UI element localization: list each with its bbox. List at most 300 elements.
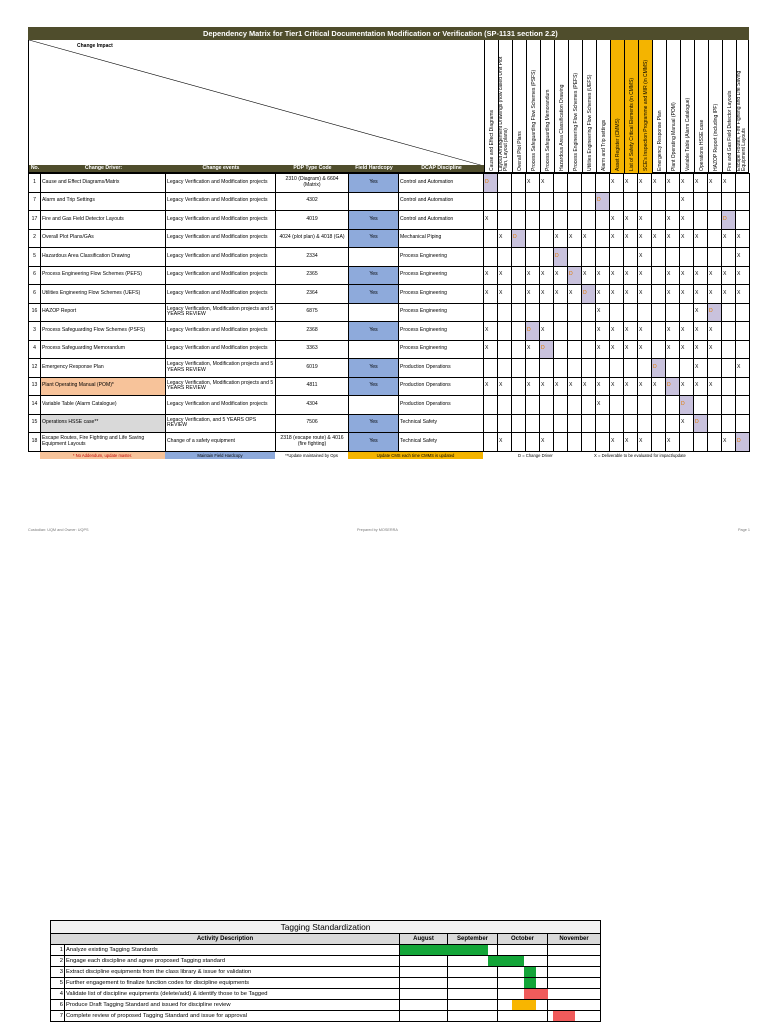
impact-mark-cell bbox=[582, 174, 596, 193]
impact-mark-cell: X bbox=[666, 174, 680, 193]
impact-mark-cell bbox=[736, 396, 750, 415]
pdp-type-code-cell: 4304 bbox=[276, 396, 349, 415]
impact-mark-cell bbox=[624, 192, 638, 211]
legend-note-addendum: * No Addendum, update master. bbox=[40, 452, 165, 459]
impact-mark-cell: X bbox=[736, 359, 750, 378]
impact-column-label: SCE's Inspection Programme and MIR (in CMMS) bbox=[643, 60, 649, 171]
impact-mark-cell: X bbox=[708, 285, 722, 304]
impact-column-header bbox=[498, 40, 512, 173]
impact-mark-cell bbox=[512, 303, 526, 322]
impact-mark-cell bbox=[736, 192, 750, 211]
impact-mark-cell bbox=[568, 303, 582, 322]
impact-mark-cell bbox=[680, 359, 694, 378]
impact-mark-cell bbox=[540, 303, 554, 322]
impact-mark-cell bbox=[526, 229, 540, 248]
impact-mark-cell: D bbox=[652, 359, 666, 378]
impact-mark-cell bbox=[736, 322, 750, 341]
impact-mark-cell: X bbox=[680, 192, 694, 211]
tagging-activity-row bbox=[51, 1000, 600, 1011]
impact-column-header bbox=[680, 40, 694, 173]
impact-mark-cell: X bbox=[680, 377, 694, 396]
impact-mark-cell: X bbox=[694, 229, 708, 248]
impact-mark-cell bbox=[554, 192, 568, 211]
impact-mark-cell: D bbox=[526, 322, 540, 341]
impact-mark-cell: D bbox=[554, 248, 568, 267]
dcap-discipline-cell: Process Engineering bbox=[399, 266, 484, 285]
change-impact-label: Change Impact bbox=[77, 43, 113, 49]
impact-mark-cell: X bbox=[708, 174, 722, 193]
row-number: 18 bbox=[29, 433, 41, 452]
col-code-header: PDP Type Code bbox=[276, 165, 349, 172]
table-row bbox=[29, 248, 750, 267]
activity-description: Extract discipline equipments from the class library & issue for validation bbox=[65, 967, 400, 977]
impact-mark-cell bbox=[624, 414, 638, 433]
impact-mark-cell: X bbox=[484, 285, 498, 304]
impact-column-label: Asset Register (CMMS) bbox=[615, 118, 621, 171]
impact-mark-cell bbox=[596, 211, 610, 230]
impact-mark-cell bbox=[540, 414, 554, 433]
impact-mark-cell: X bbox=[652, 174, 666, 193]
impact-column-label: Variable Table (Alarm Catalogue) bbox=[685, 97, 691, 171]
impact-mark-cell bbox=[638, 359, 652, 378]
impact-mark-cell bbox=[708, 248, 722, 267]
impact-mark-cell: X bbox=[540, 433, 554, 452]
impact-mark-cell bbox=[540, 192, 554, 211]
impact-mark-cell bbox=[526, 433, 540, 452]
table-row bbox=[29, 266, 750, 285]
impact-mark-cell: X bbox=[638, 433, 652, 452]
impact-column-header bbox=[582, 40, 596, 173]
dcap-discipline-cell: Production Operations bbox=[399, 396, 484, 415]
impact-mark-cell: X bbox=[610, 433, 624, 452]
impact-mark-cell bbox=[512, 322, 526, 341]
impact-mark-cell bbox=[666, 248, 680, 267]
impact-mark-cell bbox=[526, 211, 540, 230]
month-cell bbox=[548, 989, 600, 999]
impact-mark-cell: X bbox=[624, 229, 638, 248]
field-hardcopy-cell: Yes bbox=[349, 266, 399, 285]
impact-column-header bbox=[736, 40, 750, 173]
impact-mark-cell: X bbox=[638, 248, 652, 267]
impact-mark-cell bbox=[568, 211, 582, 230]
col-hardcopy-header: Field Hardcopy bbox=[349, 165, 399, 172]
impact-mark-cell: X bbox=[694, 322, 708, 341]
impact-mark-cell: X bbox=[540, 266, 554, 285]
tagging-activity-row bbox=[51, 956, 600, 967]
pdp-type-code-cell: 6875 bbox=[276, 303, 349, 322]
matrix-table bbox=[28, 173, 750, 452]
impact-mark-cell: X bbox=[568, 229, 582, 248]
activity-description: Validate list of discipline equipments (delete/add) & identify those to be Tagged bbox=[65, 989, 400, 999]
field-hardcopy-cell bbox=[349, 340, 399, 359]
change-events-cell: Legacy Verification and Modification projects bbox=[166, 248, 276, 267]
table-row bbox=[29, 174, 750, 193]
impact-column-label: Layout Arrangement Drawings (now called Unit Plot Plan, Layout plans) bbox=[498, 56, 509, 171]
row-number: 6 bbox=[29, 266, 41, 285]
impact-mark-cell: X bbox=[582, 266, 596, 285]
impact-mark-cell bbox=[568, 340, 582, 359]
pdp-type-code-cell: 2334 bbox=[276, 248, 349, 267]
impact-mark-cell bbox=[554, 211, 568, 230]
impact-column-label: Operations HSSE case bbox=[699, 119, 705, 171]
row-number: 4 bbox=[29, 340, 41, 359]
impact-mark-cell bbox=[484, 229, 498, 248]
change-driver-cell: Variable Table (Alarm Catalogue) bbox=[41, 396, 166, 415]
month-cell bbox=[448, 1011, 498, 1021]
impact-mark-cell bbox=[722, 359, 736, 378]
table-row bbox=[29, 229, 750, 248]
col-no-header: No. bbox=[30, 165, 40, 171]
impact-mark-cell: X bbox=[680, 211, 694, 230]
impact-column-label: Fire and Gas Field Detector Layouts bbox=[727, 90, 733, 171]
impact-mark-cell bbox=[596, 174, 610, 193]
impact-mark-cell bbox=[722, 192, 736, 211]
impact-column-header bbox=[666, 40, 680, 173]
dcap-discipline-cell: Process Engineering bbox=[399, 248, 484, 267]
field-hardcopy-cell bbox=[349, 192, 399, 211]
impact-mark-cell bbox=[512, 377, 526, 396]
impact-mark-cell: X bbox=[666, 340, 680, 359]
impact-mark-cell bbox=[582, 192, 596, 211]
impact-mark-cell bbox=[708, 192, 722, 211]
pdp-type-code-cell: 7506 bbox=[276, 414, 349, 433]
impact-mark-cell bbox=[638, 414, 652, 433]
impact-mark-cell bbox=[736, 174, 750, 193]
field-hardcopy-cell bbox=[349, 248, 399, 267]
impact-mark-cell bbox=[526, 396, 540, 415]
impact-mark-cell: X bbox=[638, 229, 652, 248]
schedule-bar bbox=[400, 945, 488, 955]
impact-mark-cell: X bbox=[694, 285, 708, 304]
dcap-discipline-cell: Mechanical Piping bbox=[399, 229, 484, 248]
impact-mark-cell: X bbox=[554, 266, 568, 285]
tagging-title: Tagging Standardization bbox=[51, 921, 600, 934]
activity-number: 4 bbox=[51, 989, 65, 999]
impact-mark-cell bbox=[526, 303, 540, 322]
impact-mark-cell: X bbox=[582, 377, 596, 396]
impact-mark-cell: X bbox=[526, 377, 540, 396]
impact-mark-cell bbox=[554, 303, 568, 322]
impact-mark-cell: X bbox=[666, 266, 680, 285]
august-header: August bbox=[400, 934, 448, 944]
change-events-cell: Legacy Verification and Modification projects bbox=[166, 229, 276, 248]
impact-mark-cell bbox=[652, 248, 666, 267]
col-events-header: Change events bbox=[166, 165, 276, 172]
month-cell bbox=[448, 978, 498, 988]
pdp-type-code-cell: 2368 bbox=[276, 322, 349, 341]
impact-mark-cell: D bbox=[596, 192, 610, 211]
impact-mark-cell: D bbox=[666, 377, 680, 396]
impact-mark-cell: X bbox=[666, 229, 680, 248]
impact-mark-cell bbox=[666, 396, 680, 415]
impact-mark-cell bbox=[568, 322, 582, 341]
impact-mark-cell: X bbox=[694, 359, 708, 378]
impact-mark-cell bbox=[596, 414, 610, 433]
change-driver-cell: Cause and Effect Diagrams/Matrix bbox=[41, 174, 166, 193]
change-events-cell: Legacy Verification, Modification projects and 5 YEARS REVIEW bbox=[166, 303, 276, 322]
impact-mark-cell bbox=[582, 322, 596, 341]
impact-mark-cell bbox=[484, 192, 498, 211]
impact-mark-cell bbox=[568, 414, 582, 433]
month-cell bbox=[548, 956, 600, 966]
impact-mark-cell bbox=[568, 396, 582, 415]
impact-mark-cell bbox=[526, 359, 540, 378]
impact-mark-cell bbox=[624, 396, 638, 415]
field-hardcopy-cell: Yes bbox=[349, 322, 399, 341]
impact-mark-cell: X bbox=[680, 174, 694, 193]
impact-mark-cell bbox=[582, 414, 596, 433]
impact-mark-cell bbox=[526, 414, 540, 433]
month-cell bbox=[548, 978, 600, 988]
impact-mark-cell: X bbox=[540, 377, 554, 396]
impact-mark-cell bbox=[554, 433, 568, 452]
month-cell bbox=[548, 1000, 600, 1010]
impact-mark-cell bbox=[568, 359, 582, 378]
impact-mark-cell: X bbox=[540, 174, 554, 193]
row-number: 1 bbox=[29, 174, 41, 193]
table-row bbox=[29, 211, 750, 230]
legend-x: X = Deliverable to be evaluated for impact/update bbox=[594, 452, 686, 458]
impact-mark-cell: X bbox=[722, 229, 736, 248]
impact-mark-cell: X bbox=[526, 340, 540, 359]
impact-mark-cell: X bbox=[736, 229, 750, 248]
activity-number: 6 bbox=[51, 1000, 65, 1010]
impact-mark-cell: X bbox=[722, 285, 736, 304]
row-number: 13 bbox=[29, 377, 41, 396]
table-row bbox=[29, 322, 750, 341]
impact-mark-cell bbox=[498, 396, 512, 415]
tagging-activity-row bbox=[51, 1011, 600, 1021]
impact-mark-cell: X bbox=[680, 285, 694, 304]
change-driver-cell: Emergency Response Plan bbox=[41, 359, 166, 378]
impact-mark-cell bbox=[484, 433, 498, 452]
impact-mark-cell bbox=[680, 433, 694, 452]
activity-number: 2 bbox=[51, 956, 65, 966]
impact-mark-cell: X bbox=[484, 377, 498, 396]
field-hardcopy-cell: Yes bbox=[349, 433, 399, 452]
change-events-cell: Legacy Verification, Modification projects and 5 YEARS REVIEW bbox=[166, 359, 276, 378]
impact-mark-cell: X bbox=[596, 266, 610, 285]
impact-mark-cell bbox=[610, 414, 624, 433]
impact-mark-cell bbox=[694, 192, 708, 211]
impact-mark-cell bbox=[512, 396, 526, 415]
impact-mark-cell: D bbox=[484, 174, 498, 193]
impact-mark-cell bbox=[722, 396, 736, 415]
impact-mark-cell: X bbox=[736, 248, 750, 267]
impact-mark-cell bbox=[512, 433, 526, 452]
pdp-type-code-cell: 6019 bbox=[276, 359, 349, 378]
impact-column-header bbox=[568, 40, 582, 173]
impact-mark-cell: X bbox=[680, 322, 694, 341]
impact-column-header bbox=[540, 40, 554, 173]
change-driver-cell: Fire and Gas Field Detector Layouts bbox=[41, 211, 166, 230]
impact-column-label: Process Engineering Flow Schemes (PEFS) bbox=[573, 72, 579, 171]
impact-mark-cell: X bbox=[694, 303, 708, 322]
impact-mark-cell bbox=[666, 192, 680, 211]
change-driver-cell: Process Safeguarding Memorandum bbox=[41, 340, 166, 359]
impact-mark-cell: X bbox=[638, 174, 652, 193]
table-row bbox=[29, 303, 750, 322]
impact-mark-cell bbox=[484, 414, 498, 433]
row-number: 6 bbox=[29, 285, 41, 304]
impact-mark-cell bbox=[708, 396, 722, 415]
change-driver-cell: Process Engineering Flow Schemes (PEFS) bbox=[41, 266, 166, 285]
change-events-cell: Legacy Verification and Modification projects bbox=[166, 174, 276, 193]
dependency-matrix bbox=[28, 27, 749, 459]
impact-mark-cell: X bbox=[610, 229, 624, 248]
change-events-cell: Legacy Verification and Modification projects bbox=[166, 396, 276, 415]
impact-mark-cell bbox=[694, 211, 708, 230]
month-cell bbox=[448, 1000, 498, 1010]
impact-mark-cell bbox=[736, 303, 750, 322]
impact-column-label: Hazardous Area Classification Drawing bbox=[559, 84, 565, 171]
footer-right: Page 1 bbox=[738, 528, 751, 532]
impact-mark-cell: X bbox=[680, 229, 694, 248]
impact-mark-cell: X bbox=[498, 266, 512, 285]
dcap-discipline-cell: Process Engineering bbox=[399, 303, 484, 322]
impact-mark-cell: D bbox=[512, 229, 526, 248]
month-cell bbox=[498, 967, 548, 977]
impact-mark-cell: D bbox=[540, 340, 554, 359]
impact-mark-cell bbox=[638, 396, 652, 415]
impact-mark-cell bbox=[554, 174, 568, 193]
change-driver-cell: Hazardous Area Classification Drawing bbox=[41, 248, 166, 267]
impact-mark-cell bbox=[498, 340, 512, 359]
impact-mark-cell bbox=[680, 248, 694, 267]
pdp-type-code-cell: 4811 bbox=[276, 377, 349, 396]
impact-column-label: Emergency Response Plan bbox=[657, 110, 663, 171]
impact-mark-cell: X bbox=[624, 433, 638, 452]
change-driver-cell: Process Safeguarding Flow Schemes (PSFS) bbox=[41, 322, 166, 341]
impact-mark-cell: X bbox=[610, 285, 624, 304]
impact-mark-cell: D bbox=[694, 414, 708, 433]
impact-mark-cell bbox=[694, 433, 708, 452]
impact-mark-cell bbox=[666, 303, 680, 322]
impact-mark-cell bbox=[512, 340, 526, 359]
schedule-bar bbox=[488, 956, 524, 966]
impact-mark-cell bbox=[512, 248, 526, 267]
impact-mark-cell bbox=[624, 248, 638, 267]
impact-mark-cell bbox=[498, 359, 512, 378]
dcap-discipline-cell: Process Engineering bbox=[399, 322, 484, 341]
change-driver-cell: HAZOP Report bbox=[41, 303, 166, 322]
impact-mark-cell bbox=[484, 359, 498, 378]
impact-mark-cell: X bbox=[680, 414, 694, 433]
change-driver-cell: Operations HSSE case** bbox=[41, 414, 166, 433]
impact-mark-cell bbox=[610, 192, 624, 211]
field-hardcopy-cell: Yes bbox=[349, 414, 399, 433]
impact-mark-cell bbox=[554, 414, 568, 433]
row-number: 17 bbox=[29, 211, 41, 230]
dcap-discipline-cell: Process Engineering bbox=[399, 340, 484, 359]
matrix-legend bbox=[28, 452, 749, 459]
impact-mark-cell bbox=[652, 266, 666, 285]
impact-mark-cell bbox=[540, 211, 554, 230]
impact-mark-cell bbox=[638, 192, 652, 211]
impact-mark-cell bbox=[624, 359, 638, 378]
impact-mark-cell: X bbox=[610, 322, 624, 341]
impact-mark-cell bbox=[666, 414, 680, 433]
impact-column-header bbox=[652, 40, 666, 173]
impact-mark-cell bbox=[708, 229, 722, 248]
impact-mark-cell: D bbox=[736, 433, 750, 452]
field-hardcopy-cell: Yes bbox=[349, 377, 399, 396]
table-row bbox=[29, 414, 750, 433]
impact-mark-cell: X bbox=[540, 285, 554, 304]
impact-mark-cell: X bbox=[624, 285, 638, 304]
impact-mark-cell: X bbox=[708, 266, 722, 285]
dcap-discipline-cell: Technical Safety bbox=[399, 414, 484, 433]
change-events-cell: Legacy Verification and Modification projects bbox=[166, 322, 276, 341]
impact-mark-cell: X bbox=[498, 285, 512, 304]
table-row bbox=[29, 377, 750, 396]
schedule-bar bbox=[524, 989, 548, 999]
tagging-standardization-table bbox=[50, 920, 601, 1022]
impact-mark-cell bbox=[582, 303, 596, 322]
change-driver-cell: Escape Routes, Fire Fighting and Life Saving Equipment Layouts bbox=[41, 433, 166, 452]
impact-column-label: Plant Operating Manual (POM) bbox=[671, 102, 677, 171]
impact-mark-cell: X bbox=[596, 396, 610, 415]
row-number: 3 bbox=[29, 322, 41, 341]
col-driver-header: Change Driver: bbox=[41, 165, 166, 172]
impact-mark-cell: X bbox=[680, 340, 694, 359]
impact-column-header bbox=[694, 40, 708, 173]
impact-mark-cell: X bbox=[582, 229, 596, 248]
impact-mark-cell: X bbox=[526, 174, 540, 193]
dcap-discipline-cell: Control and Automation bbox=[399, 211, 484, 230]
impact-mark-cell bbox=[582, 211, 596, 230]
impact-mark-cell bbox=[596, 359, 610, 378]
impact-mark-cell bbox=[652, 303, 666, 322]
impact-mark-cell bbox=[652, 433, 666, 452]
change-events-cell: Legacy Verification and Modification projects bbox=[166, 340, 276, 359]
impact-column-header bbox=[624, 40, 638, 173]
impact-mark-cell bbox=[498, 303, 512, 322]
change-events-cell: Legacy Verification and Modification projects bbox=[166, 211, 276, 230]
impact-mark-cell: X bbox=[554, 285, 568, 304]
impact-column-header bbox=[722, 40, 736, 173]
impact-mark-cell bbox=[512, 266, 526, 285]
tagging-activity-row bbox=[51, 989, 600, 1000]
impact-mark-cell bbox=[526, 248, 540, 267]
impact-mark-cell: X bbox=[694, 340, 708, 359]
impact-mark-cell: X bbox=[666, 433, 680, 452]
change-events-cell: Legacy Verification and Modification projects bbox=[166, 266, 276, 285]
impact-mark-cell bbox=[568, 174, 582, 193]
impact-mark-cell bbox=[722, 248, 736, 267]
impact-mark-cell: D bbox=[582, 285, 596, 304]
impact-mark-cell: X bbox=[596, 285, 610, 304]
impact-mark-cell: X bbox=[484, 340, 498, 359]
table-row bbox=[29, 433, 750, 452]
pdp-type-code-cell: 2310 (Diagram) & 6604 (Matrix) bbox=[276, 174, 349, 193]
impact-mark-cell bbox=[736, 211, 750, 230]
impact-mark-cell: X bbox=[596, 377, 610, 396]
impact-mark-cell bbox=[666, 359, 680, 378]
impact-mark-cell: X bbox=[708, 377, 722, 396]
impact-mark-cell bbox=[540, 248, 554, 267]
impact-mark-cell bbox=[568, 192, 582, 211]
tagging-activity-row bbox=[51, 967, 600, 978]
footer-center: Prepared by MOSERRA bbox=[357, 528, 398, 532]
pdp-type-code-cell: 2365 bbox=[276, 266, 349, 285]
change-events-cell: Change of a safety equipment bbox=[166, 433, 276, 452]
row-number: 5 bbox=[29, 248, 41, 267]
impact-mark-cell bbox=[652, 414, 666, 433]
impact-mark-cell bbox=[722, 414, 736, 433]
impact-mark-cell: X bbox=[638, 211, 652, 230]
impact-mark-cell bbox=[582, 248, 596, 267]
